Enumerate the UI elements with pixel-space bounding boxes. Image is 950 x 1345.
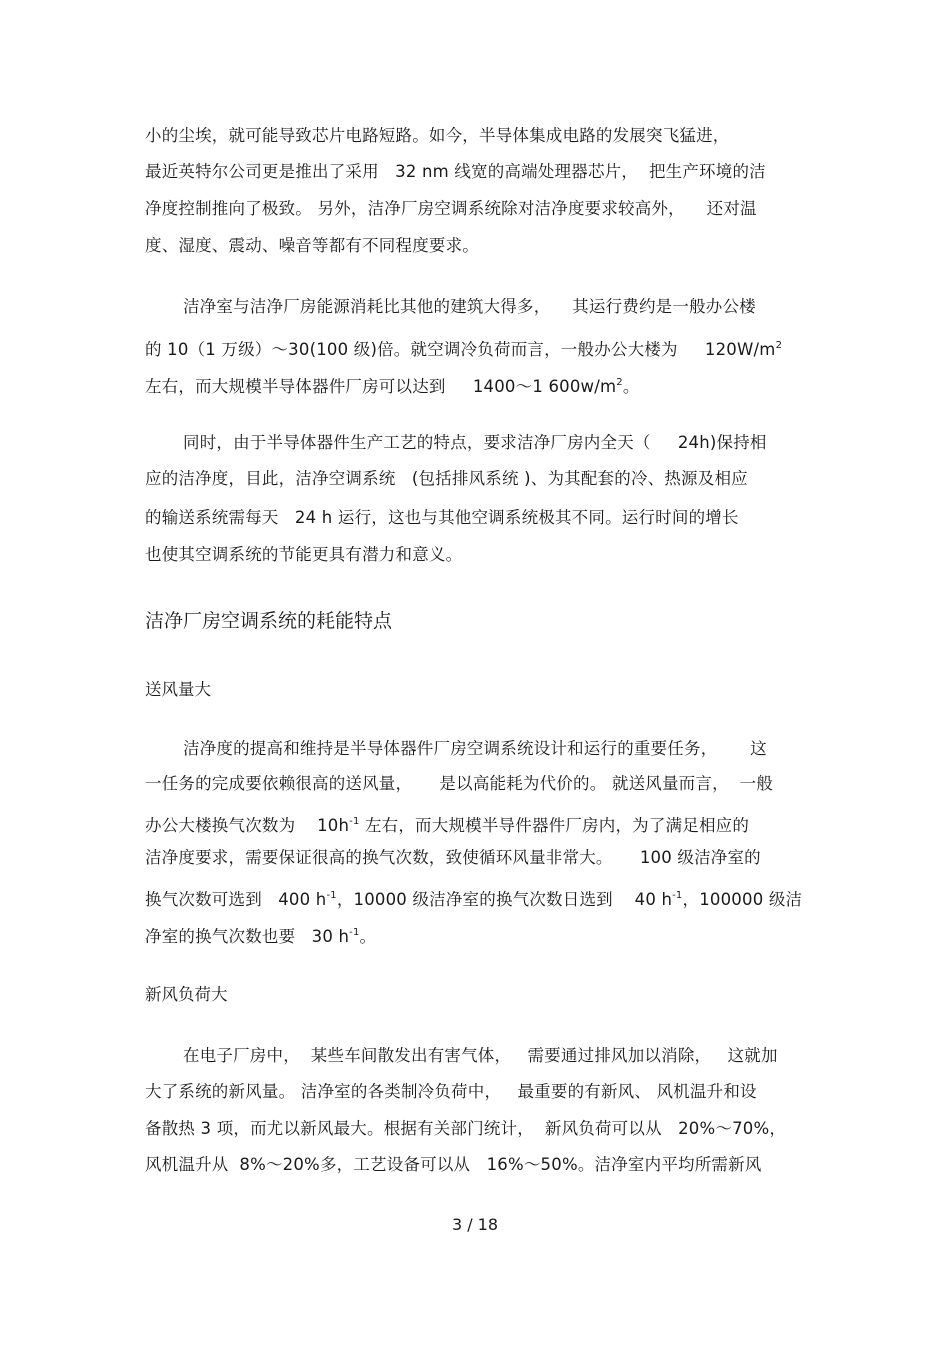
text-line: 的输送系统需每天 24 h 运行，这也与其他空调系统极其不同。运行时间的增长 (145, 508, 739, 527)
page-number: 3 / 18 (451, 1215, 499, 1234)
text-line (145, 810, 815, 838)
text-line: 净度控制推向了极致。 另外，洁净厂房空调系统除对洁净度要求较高外， 还对温 (145, 199, 757, 218)
text-line: 备散热 3 项，而尤以新风最大。根据有关部门统计， 新风负荷可以从 20%～70%， (145, 1119, 787, 1138)
text-line: 大了系统的新风量。 洁净室的各类制冷负荷中， 最重要的有新风、 风机温升和设 (145, 1082, 757, 1101)
text-line: 在电子厂房中， 某些车间散发出有害气体， 需要通过排风加以消除， 这就加 (183, 1046, 778, 1065)
superscript: -1 (326, 890, 337, 901)
text-line: 同时，由于半导体器件生产工艺的特点，要求洁净厂房内全天（ 24h)保持相 (183, 433, 767, 452)
text-line: 风机温升从 8%～20%多，工艺设备可以从 16%～50%。洁净室内平均所需新风 (145, 1155, 762, 1174)
superscript: -1 (349, 816, 360, 827)
text-line: 洁净度要求，需要保证很高的换气次数，致使循环风量非常大。 100 级洁净室的 (145, 848, 761, 867)
section-title: 洁净厂房空调系统的耗能特点 (145, 610, 393, 632)
text-line: 洁净度的提高和维持是半导体器件厂房空调系统设计和运行的重要任务， 这 (183, 739, 767, 758)
text-run: 办公大楼换气次数为 10h (145, 816, 350, 835)
text-line (145, 334, 815, 362)
text-line: 应的洁净度，目此，洁净空调系统 (包括排风系统 )、为其配套的冷、热源及相应 (145, 469, 748, 488)
text-run: 的 10（1 万级）～30(100 级)倍。就空调冷负荷而言，一般办公大楼为 120W/m (145, 340, 776, 359)
text-line (145, 921, 815, 949)
text-run: 。 (359, 927, 377, 946)
text-line (145, 884, 815, 912)
text-line: 洁净室与洁净厂房能源消耗比其他的建筑大得多， 其运行费约是一般办公楼 (183, 297, 756, 316)
text-run: ，10000 级洁净室的换气次数日选到 40 h (336, 890, 673, 909)
text-run: 左右，而大规模半导件器件厂房内，为了满足相应的 (359, 816, 750, 835)
text-run: 换气次数可选到 400 h (145, 890, 327, 909)
text-run: 净室的换气次数也要 30 h (145, 927, 350, 946)
text-run: 。 (622, 377, 640, 396)
text-line: 度、湿度、震动、噪音等都有不同程度要求。 (145, 236, 479, 255)
text-run: 左右，而大规模半导体器件厂房可以达到 1400～1 600w/m (145, 377, 617, 396)
superscript: 2 (775, 340, 783, 351)
superscript: 2 (616, 377, 623, 388)
text-line: 最近英特尔公司更是推出了采用 32 nm 线宽的高端处理器芯片， 把生产环境的洁 (145, 162, 766, 181)
subsection-title: 送风量大 (145, 680, 211, 699)
text-line (145, 371, 815, 399)
text-line: 也使其空调系统的节能更具有潜力和意义。 (145, 545, 463, 564)
text-line: 一任务的完成要依赖很高的送风量， 是以高能耗为代价的。 就送风量而言， 一般 (145, 774, 774, 793)
superscript: -1 (672, 890, 683, 901)
subsection-title: 新风负荷大 (145, 985, 228, 1004)
text-line: 小的尘埃，就可能导致芯片电路短路。如今，半导体集成电路的发展突飞猛进， (145, 126, 730, 145)
superscript: -1 (349, 927, 360, 938)
text-run: ，100000 级洁 (682, 890, 803, 909)
